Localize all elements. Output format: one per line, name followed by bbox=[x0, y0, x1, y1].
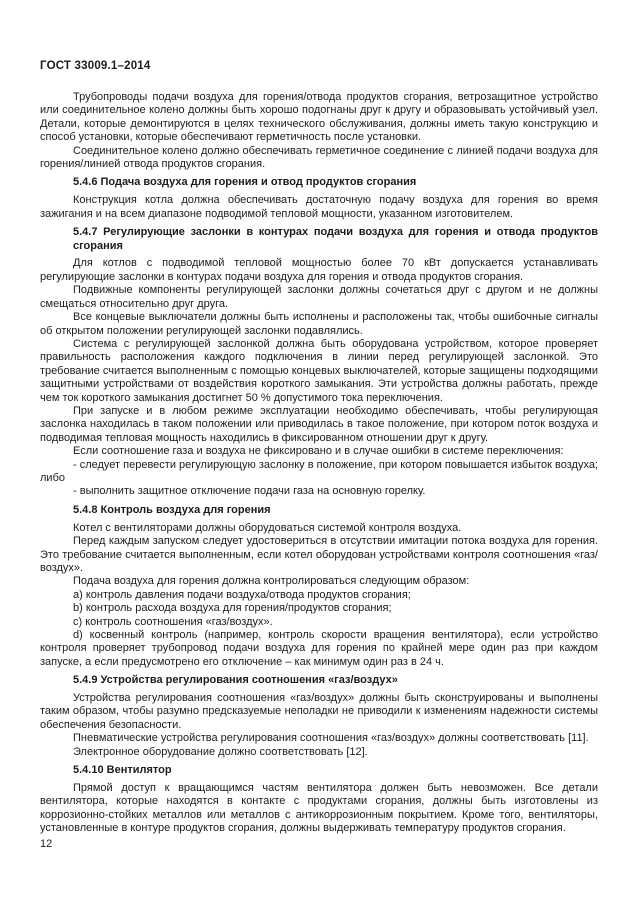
paragraph: Перед каждым запуском следует удостовериться в отсутствии имитации потока воздуха для горения. Это требование считается выполненным, если котел оборудован устройствами контроля соотношения «газ/воздух». bbox=[40, 535, 598, 574]
paragraph: Устройства регулирования соотношения «газ/воздух» должны быть сконструированы и выполнены таким образом, чтобы разумно предсказуемые неполадки не приводили к изменениям надежности системы обеспечения безопасности. bbox=[40, 692, 598, 731]
section-heading-5-4-10: 5.4.10 Вентилятор bbox=[73, 764, 172, 777]
page-number: 12 bbox=[40, 838, 53, 850]
paragraph: Прямой доступ к вращающимся частям вентилятора должен быть невозможен. Все детали вентилятора, которые находятся в контакте с продуктами сгорания, должны быть изготовлены из коррозионно-стойких металлов или металлов с антикоррозионным покрытием. Кроме того, вентиляторы, установленные в контуре продуктов сгорания, должны выдерживать температуру продуктов сгорания. bbox=[40, 782, 598, 835]
running-header-standard-code: ГОСТ 33009.1–2014 bbox=[40, 60, 151, 72]
section-heading-5-4-9: 5.4.9 Устройства регулирования соотношения «газ/воздух» bbox=[73, 674, 398, 687]
dash-list-item: - выполнить защитное отключение подачи газа на основную горелку. bbox=[73, 485, 426, 498]
paragraph: Пневматические устройства регулирования соотношения «газ/воздух» должны соответствовать [11]. bbox=[73, 732, 589, 745]
document-body bbox=[40, 91, 598, 836]
paragraph: Котел с вентиляторами должны оборудоваться системой контроля воздуха. bbox=[73, 521, 462, 534]
lettered-list-item-d: d) косвенный контроль (например, контроль скорости вращения вентилятора), если устройство контроля проверяет трубопровод подачи воздуха для горения по крайней мере один раз при каждом запуске, а если предусмотрено его отключение – как минимум один раз в 24 ч. bbox=[40, 628, 598, 668]
paragraph: Система с регулирующей заслонкой должна быть оборудована устройством, которое проверяет правильность расположения каждого подключения в линии перед регулирующей заслонкой. Это требование считается выполненным с помощью концевых выключателей, которые защищены подходящими защитными устройствами от воздействия короткого замыкания. Эти устройства должны работать, прежде чем ток короткого замыкания достигнет 50 % допустимого тока переключения. bbox=[40, 337, 598, 404]
paragraph: При запуске и в любом режиме эксплуатации необходимо обеспечивать, чтобы регулирующая заслонка находилась в таком положении или приводилась в такое положение, при котором поток воздуха и подводимая тепловая мощность находились в фиксированном отношении друг к другу. bbox=[40, 404, 598, 444]
section-heading-5-4-8: 5.4.8 Контроль воздуха для горения bbox=[73, 503, 271, 516]
paragraph: Подвижные компоненты регулирующей заслонки должны сочетаться друг с другом и не должны смещаться относительно друг друга. bbox=[40, 284, 598, 310]
paragraph: Все концевые выключатели должны быть исполнены и расположены так, чтобы ошибочные сигналы об открытом положении регулирующей заслонки подавлялись. bbox=[40, 311, 598, 337]
paragraph: Если соотношение газа и воздуха не фиксировано и в случае ошибки в системе переключения: bbox=[73, 445, 564, 458]
paragraph: Подача воздуха для горения должна контролироваться следующим образом: bbox=[73, 575, 470, 588]
paragraph: Трубопроводы подачи воздуха для горения/отвода продуктов сгорания, ветрозащитное устройство или соединительное колено должны быть хорошо подогнаны друг к другу и образовывать устойчивый узел. Детали, которые демонтируются в целях технического обслуживания, должны иметь такую конструкцию и способ установки, которые обеспечивают герметичность после установки. bbox=[40, 91, 598, 144]
paragraph: Соединительное колено должно обеспечивать герметичное соединение с линией подачи воздуха для горения/линией отвода продуктов сгорания. bbox=[40, 144, 598, 171]
dash-list-item: - следует перевести регулирующую заслонку в положение, при котором повышается избыток воздуха; либо bbox=[40, 458, 598, 484]
section-heading-5-4-6: 5.4.6 Подача воздуха для горения и отвод продуктов сгорания bbox=[73, 176, 417, 189]
section-heading-5-4-7: 5.4.7 Регулирующие заслонки в контурах подачи воздуха для горения и отвода продуктов сгорания bbox=[73, 226, 598, 252]
lettered-list-item-a: a) контроль давления подачи воздуха/отвода продуктов сгорания; bbox=[73, 588, 411, 601]
lettered-list-item-b: b) контроль расхода воздуха для горения/продуктов сгорания; bbox=[73, 602, 392, 615]
paragraph: Конструкция котла должна обеспечивать достаточную подачу воздуха для горения во время зажигания и на всем диапазоне подводимой тепловой мощности, указанном изготовителем. bbox=[40, 194, 598, 220]
paragraph: Для котлов с подводимой тепловой мощностью более 70 кВт допускается устанавливать регулирующие заслонки в контурах подачи воздуха для горения и отвода продуктов сгорания. bbox=[40, 257, 598, 283]
paragraph: Электронное оборудование должно соответствовать [12]. bbox=[73, 745, 368, 758]
lettered-list-item-c: c) контроль соотношения «газ/воздух». bbox=[73, 615, 273, 628]
